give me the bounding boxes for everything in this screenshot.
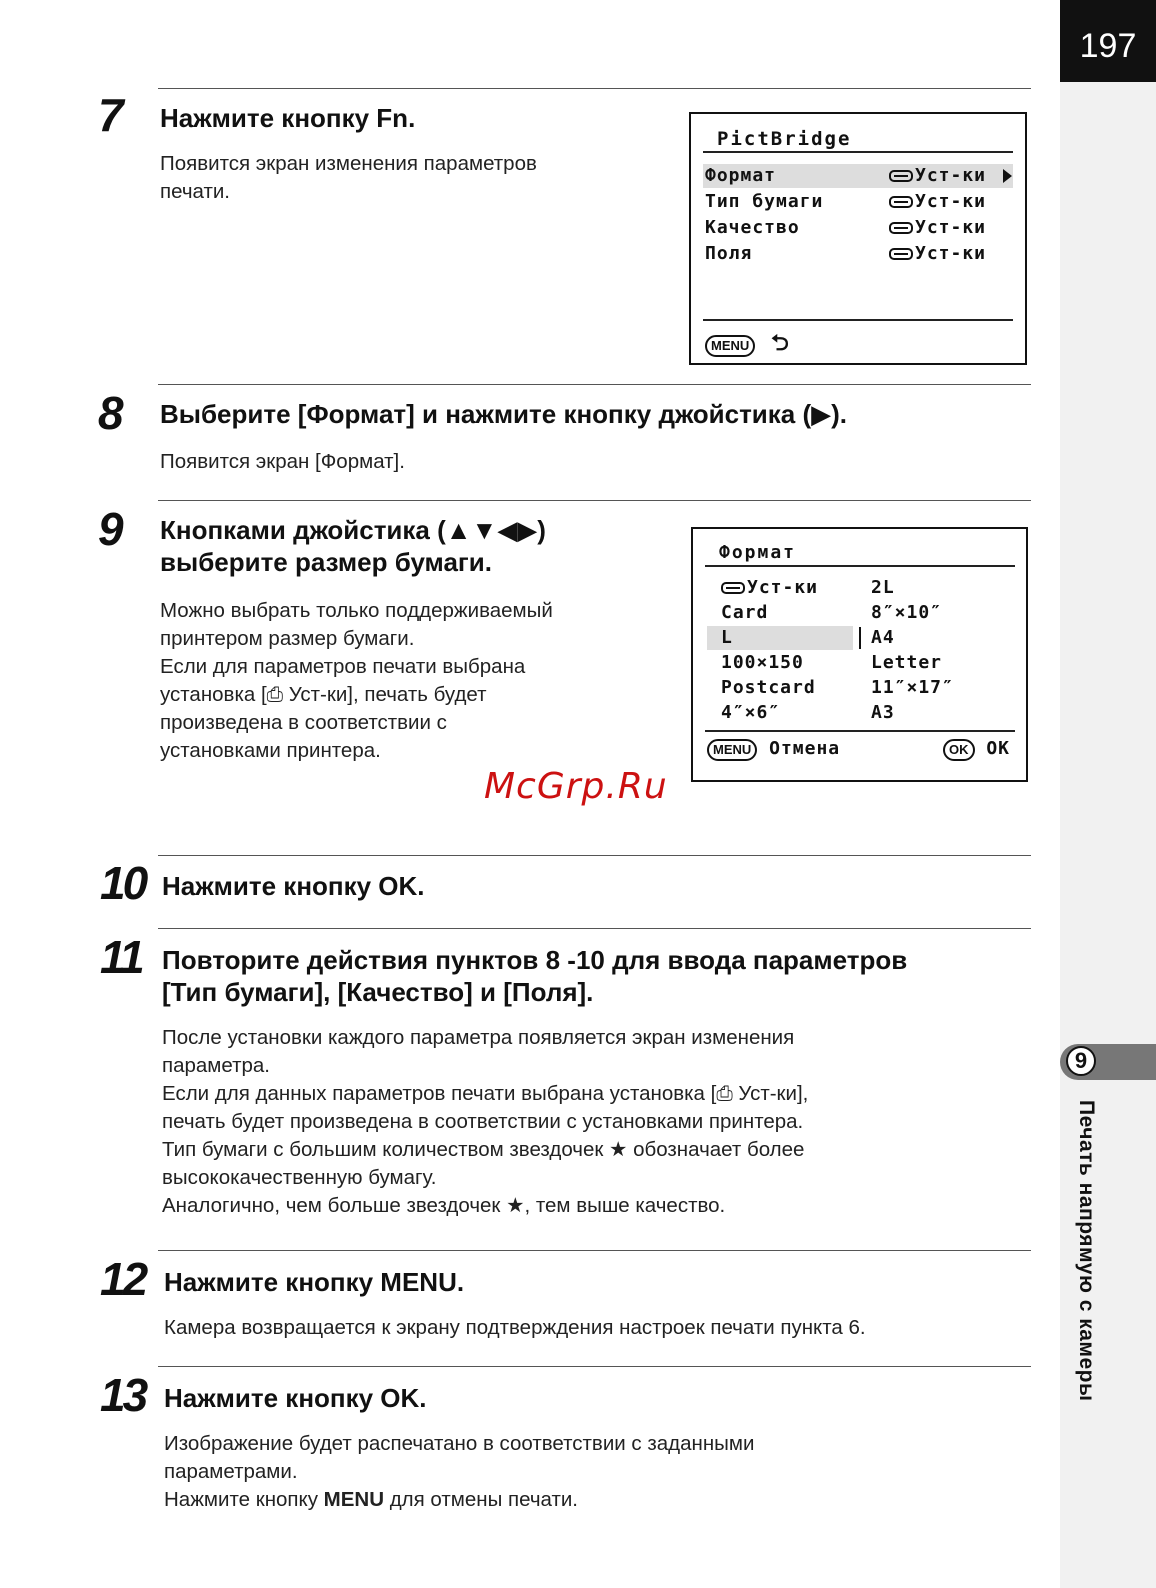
step-body: Изображение будет распечатано в соответствии с заданными параметрами. Нажмите кнопку MENU для отмены печати. — [164, 1432, 755, 1511]
ok-button-icon: OK — [943, 739, 975, 761]
divider — [158, 855, 1031, 856]
step-number: 9 — [98, 503, 121, 555]
row-value: Уст-ки — [889, 217, 986, 238]
step-heading: Повторите действия пунктов 8 -10 для ввода параметров [Тип бумаги], [Качество] и [Поля]. — [162, 945, 908, 1007]
divider — [158, 1250, 1031, 1251]
watermark: McGrp.Ru — [484, 766, 668, 807]
back-arrow-icon: ⮌ — [771, 331, 790, 356]
cursor-bar — [859, 627, 861, 649]
row-value: Уст-ки — [889, 243, 986, 264]
cancel-label: Отмена — [769, 738, 841, 759]
option-a3[interactable]: A3 — [871, 702, 895, 723]
menu-back-hint — [705, 326, 790, 364]
arrow-right-icon — [1001, 168, 1013, 184]
ok-hint — [943, 738, 1010, 761]
step-body: Можно выбрать только поддерживаемый принтером размер бумаги. Если для параметров печати выбрана установка [⎙ Уст-ки], печать будет произведена в соответствии с установками принтера. — [160, 599, 553, 762]
step-heading: Кнопками джойстика (▲▼◀▶) выберите размер бумаги. — [160, 515, 546, 577]
option-8x10[interactable]: 8″×10″ — [871, 602, 943, 623]
step-body: Появится экран [Формат]. — [160, 450, 405, 473]
option-card[interactable]: Card — [721, 602, 769, 623]
step-body: Камера возвращается к экрану подтверждения настроек печати пункта 6. — [164, 1316, 866, 1339]
format-screen — [691, 527, 1028, 782]
step-number: 10 — [100, 857, 146, 909]
step-body: После установки каждого параметра появляется экран изменения параметра. Если для данных параметров печати выбрана установка [⎙ Уст-ки], печать будет произведена в соответствии с установками принтера. Тип бумаги с большим количеством звездочек ★ обозначает более высококачественную бумагу. Аналогично, чем больше звездочек ★, тем выше качество. — [162, 1026, 809, 1217]
screen-title: PictBridge — [717, 128, 852, 150]
row-label: Качество — [705, 217, 800, 238]
divider — [158, 928, 1031, 929]
row-label: Поля — [705, 243, 753, 264]
printer-icon — [889, 245, 913, 261]
printer-icon — [889, 193, 913, 209]
chapter-title: Печать напрямую с камеры — [1075, 1100, 1098, 1402]
step-heading: Нажмите кнопку OK. — [162, 871, 425, 901]
row-value: Уст-ки — [889, 191, 986, 212]
printer-icon — [889, 219, 913, 235]
divider — [158, 500, 1031, 501]
screen-row-format[interactable] — [703, 164, 1013, 188]
ok-label: OK — [986, 738, 1011, 759]
divider — [158, 384, 1031, 385]
screen-divider — [705, 730, 1015, 732]
row-value: Уст-ки — [889, 165, 986, 186]
step-heading: Нажмите кнопку Fn. — [160, 103, 416, 133]
menu-button-icon: MENU — [707, 739, 757, 761]
printer-icon — [721, 579, 745, 595]
option-l-selected[interactable]: L — [707, 626, 853, 650]
option-11x17[interactable]: 11″×17″ — [871, 677, 954, 698]
option-100x150[interactable]: 100×150 — [721, 652, 804, 673]
chapter-number: 9 — [1066, 1046, 1096, 1076]
option-2l[interactable]: 2L — [871, 577, 895, 598]
step-heading: Выберите [Формат] и нажмите кнопку джойстика (▶). — [160, 399, 848, 429]
step-heading: Нажмите кнопку MENU. — [164, 1267, 465, 1297]
divider — [158, 1366, 1031, 1367]
page-number: 197 — [1060, 0, 1156, 82]
step-number: 11 — [100, 931, 142, 983]
option-settings[interactable]: Уст-ки — [721, 577, 818, 598]
step-number: 8 — [98, 387, 121, 439]
screen-divider — [703, 151, 1013, 153]
cancel-hint — [707, 738, 840, 761]
printer-icon — [889, 167, 913, 183]
row-label: Тип бумаги — [705, 191, 824, 212]
step-number: 7 — [98, 89, 121, 141]
pictbridge-screen — [689, 112, 1027, 365]
option-letter[interactable]: Letter — [871, 652, 943, 673]
screen-divider — [705, 565, 1015, 567]
option-a4[interactable]: A4 — [871, 627, 895, 648]
row-label: Формат — [705, 165, 777, 186]
option-4x6[interactable]: 4″×6″ — [721, 702, 781, 723]
option-postcard[interactable]: Postcard — [721, 677, 816, 698]
step-body: Появится экран изменения параметров печати. — [160, 152, 537, 203]
screen-divider — [703, 319, 1013, 321]
divider — [158, 88, 1031, 89]
step-number: 12 — [100, 1253, 146, 1305]
step-heading: Нажмите кнопку OK. — [164, 1383, 427, 1413]
menu-button-icon: MENU — [705, 335, 755, 357]
screen-title: Формат — [719, 542, 797, 563]
step-number: 13 — [100, 1369, 146, 1421]
